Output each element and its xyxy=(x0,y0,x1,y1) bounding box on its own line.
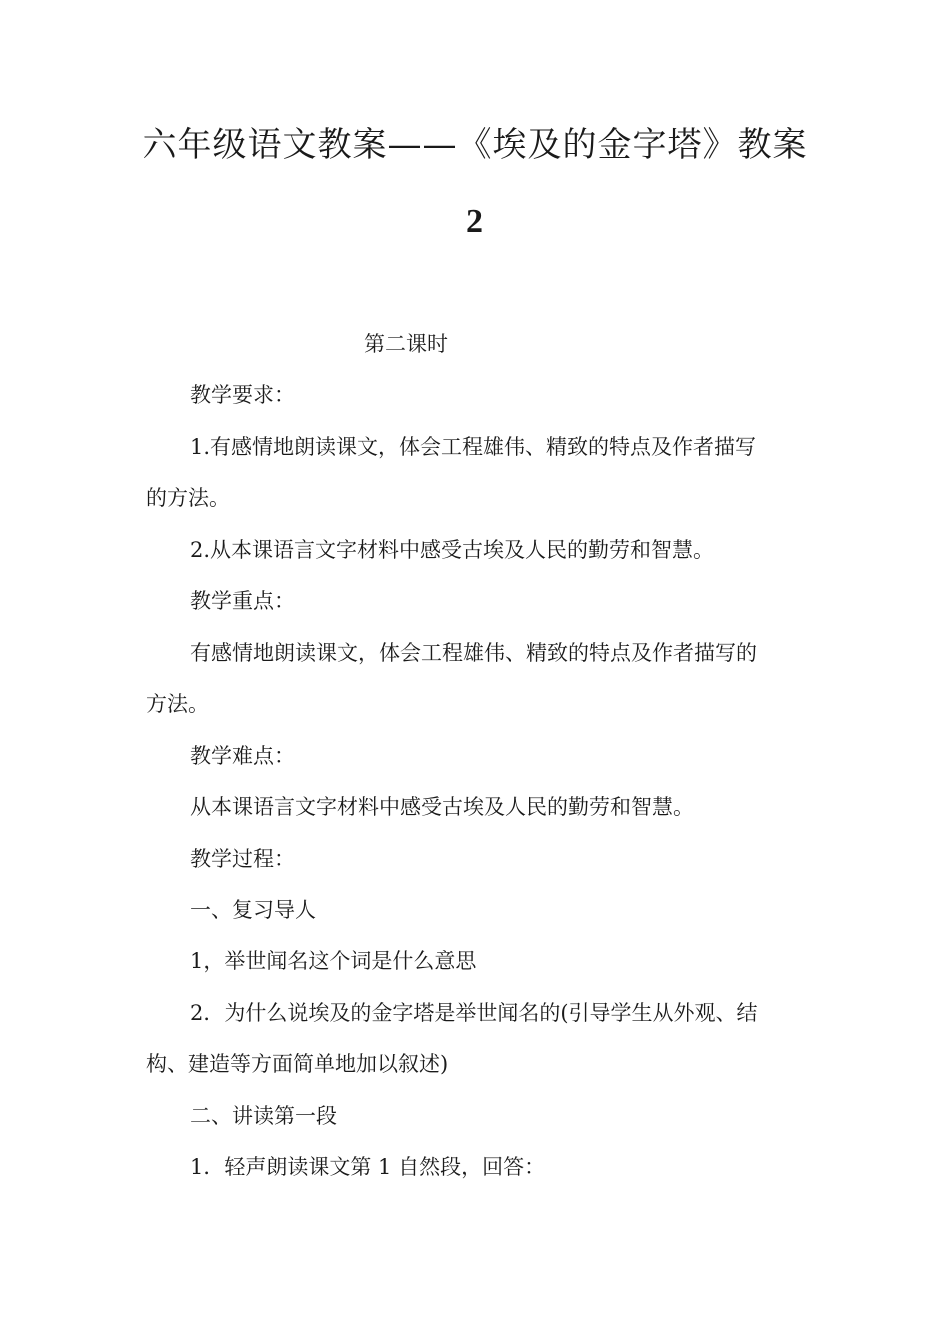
paragraph-line: 2.从本课语言文字材料中感受古埃及人民的勤劳和智慧。 xyxy=(190,538,715,562)
paragraph-line: 二、讲读第一段 xyxy=(190,1104,337,1128)
paragraph-line: 有感情地朗读课文，体会工程雄伟、精致的特点及作者描写的 xyxy=(190,641,757,665)
paragraph-line: 从本课语言文字材料中感受古埃及人民的勤劳和智慧。 xyxy=(190,795,694,819)
paragraph-line: 教学重点： xyxy=(190,589,295,613)
paragraph-line: 方法。 xyxy=(146,692,209,716)
document-title: 六年级语文教案——《埃及的金字塔》教案 xyxy=(142,125,808,165)
paragraph-line: 1.有感情地朗读课文，体会工程雄伟、精致的特点及作者描写 xyxy=(190,435,757,459)
paragraph-line: 教学要求： xyxy=(190,383,295,407)
paragraph-line: 教学过程： xyxy=(190,847,295,871)
paragraph-line: 的方法。 xyxy=(146,486,230,510)
lesson-heading: 第二课时 xyxy=(364,332,448,356)
paragraph-line: 2．为什么说埃及的金字塔是举世闻名的(引导学生从外观、结 xyxy=(190,1001,758,1025)
paragraph-line: 1，举世闻名这个词是什么意思 xyxy=(190,949,477,973)
paragraph-line: 构、建造等方面简单地加以叙述) xyxy=(146,1052,449,1076)
paragraph-line: 一、复习导人 xyxy=(190,898,316,922)
paragraph-line: 1．轻声朗读课文第 1 自然段，回答： xyxy=(190,1155,546,1179)
document-title-number: 2 xyxy=(466,203,484,240)
paragraph-line: 教学难点： xyxy=(190,744,295,768)
